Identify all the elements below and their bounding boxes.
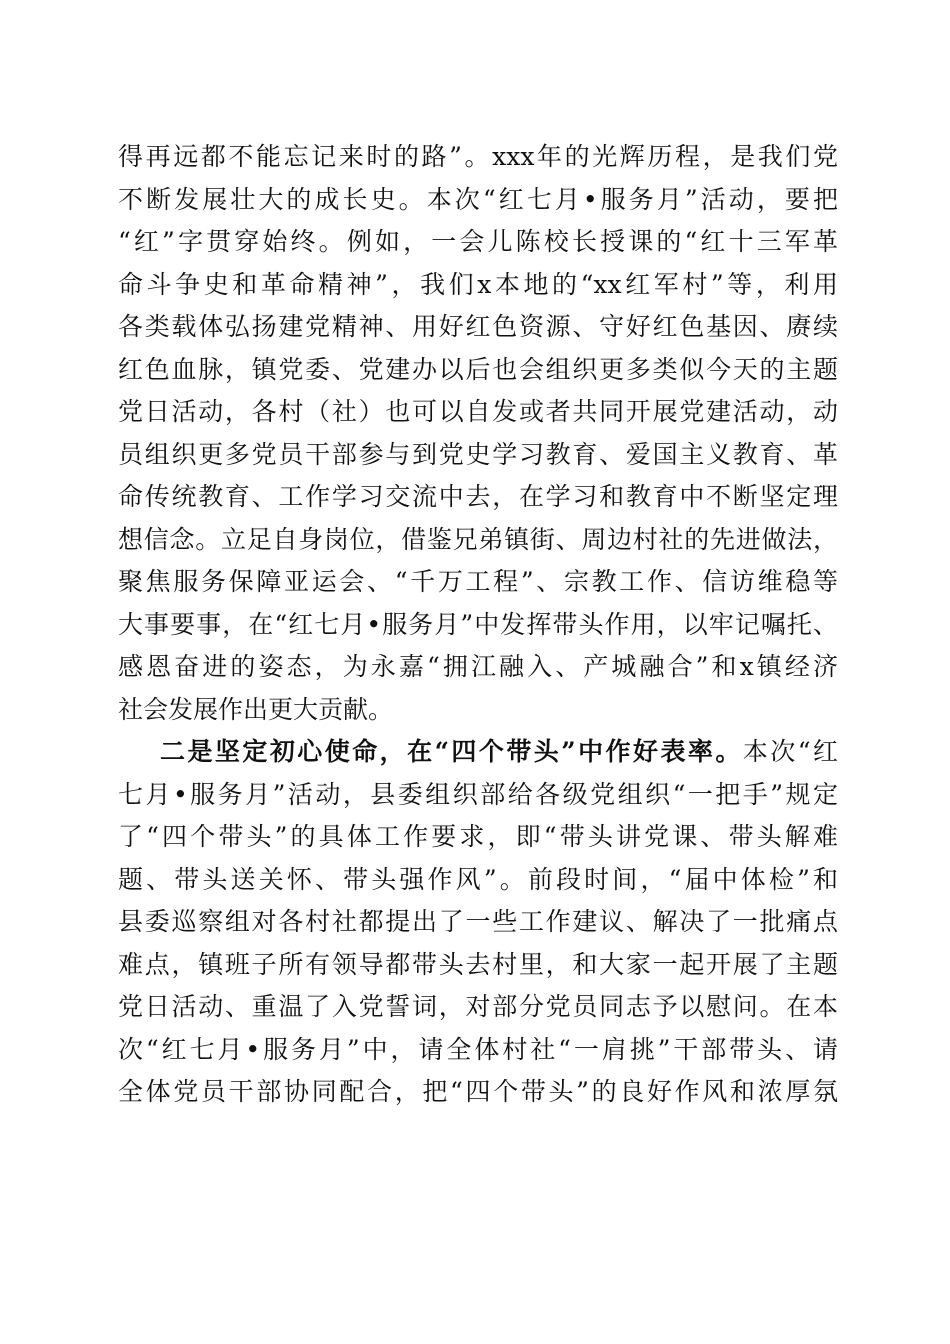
text-line: 县委巡察组对各村社都提出了一些工作建议、解决了一批痛点 bbox=[118, 907, 838, 936]
text-line: 难点，镇班子所有领导都带头去村里，和大家一起开展了主题 bbox=[118, 949, 838, 979]
text-line: 命斗争史和革命精神”，我们x本地的“xx红军村”等，利用 bbox=[118, 269, 838, 299]
text-line: 想信念。立足自身岗位，借鉴兄弟镇街、周边村社的先进做法， bbox=[118, 524, 838, 554]
paragraph-1 bbox=[118, 136, 838, 731]
text-line: 不断发展壮大的成长史。本次“红七月•服务月”活动，要把 bbox=[118, 184, 838, 214]
paragraph-heading: 二是坚定初心使命，在“四个带头”中作好表率。 bbox=[160, 737, 743, 766]
text-run: 本次“红 bbox=[742, 737, 838, 766]
text-line: 全体党员干部协同配合，把“四个带头”的良好作风和浓厚氛 bbox=[118, 1077, 838, 1106]
text-line: 社会发展作出更大贡献。 bbox=[118, 694, 394, 724]
text-line: 得再远都不能忘记来时的路”。xxx年的光辉历程，是我们党 bbox=[118, 142, 838, 171]
paragraph-2 bbox=[118, 731, 838, 1114]
paragraph-2-first-line bbox=[118, 731, 838, 774]
text-line: 红色血脉，镇党委、党建办以后也会组织更多类似今天的主题 bbox=[118, 354, 838, 384]
text-line: 聚焦服务保障亚运会、“千万工程”、宗教工作、信访维稳等 bbox=[118, 567, 838, 596]
text-line: 了“四个带头”的具体工作要求，即“带头讲党课、带头解难 bbox=[118, 822, 838, 851]
text-line: 次“红七月•服务月”中，请全体村社“一肩挑”干部带头、请 bbox=[118, 1034, 838, 1064]
text-line: 各类载体弘扬建党精神、用好红色资源、守好红色基因、赓续 bbox=[118, 312, 838, 341]
text-line: 大事要事，在“红七月•服务月”中发挥带头作用，以牢记嘱托、 bbox=[118, 609, 838, 639]
text-line: 命传统教育、工作学习交流中去，在学习和教育中不断坚定理 bbox=[118, 482, 838, 511]
text-line: 七月•服务月”活动，县委组织部给各级党组织“一把手”规定 bbox=[118, 779, 838, 809]
text-line: 题、带头送关怀、带头强作风”。前段时间，“届中体检”和 bbox=[118, 864, 838, 894]
text-line: 员组织更多党员干部参与到党史学习教育、爱国主义教育、革 bbox=[118, 439, 838, 469]
text-line: “红”字贯穿始终。例如，一会儿陈校长授课的“红十三军革 bbox=[118, 227, 838, 256]
text-line: 党日活动，各村（社）也可以自发或者共同开展党建活动，动 bbox=[118, 397, 838, 426]
text-line: 党日活动、重温了入党誓词，对部分党员同志予以慰问。在本 bbox=[118, 992, 838, 1021]
text-line: 感恩奋进的姿态，为永嘉“拥江融入、产城融合”和x镇经济 bbox=[118, 652, 838, 681]
document-body bbox=[118, 136, 838, 1114]
